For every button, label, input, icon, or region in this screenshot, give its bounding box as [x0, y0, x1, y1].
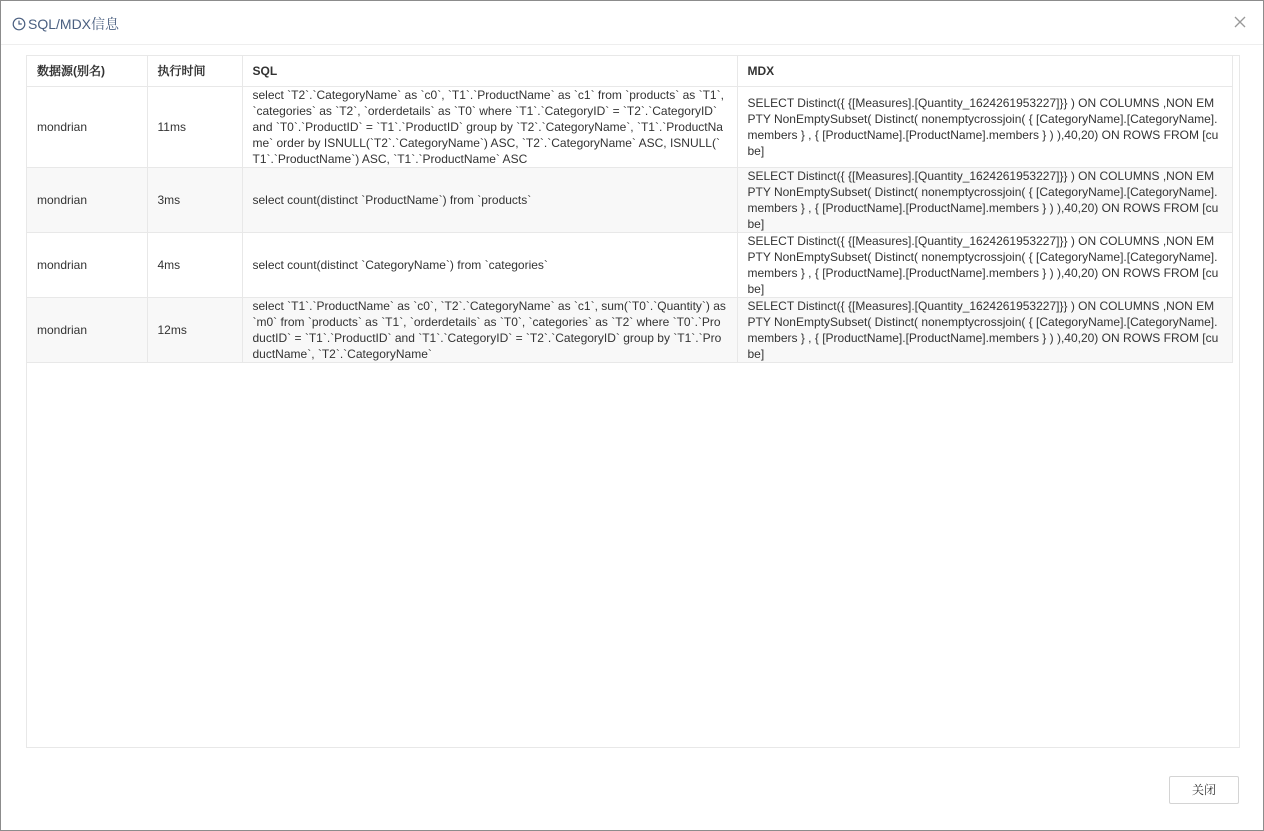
sql-table	[27, 56, 1233, 363]
dialog-header	[1, 1, 1263, 45]
cell-mdx: SELECT Distinct({ {[Measures].[Quantity_1624261953227]}} ) ON COLUMNS ,NON EMPTY NonEmptySubset( Distinct( nonemptycrossjoin( { [CategoryName].[CategoryName].members } , { [ProductName].[ProductName].members } ) ),40,20) ON ROWS FROM [cube]	[737, 86, 1232, 167]
cell-sql: select count(distinct `ProductName`) from `products`	[242, 167, 737, 232]
table-row	[27, 167, 1232, 232]
table-header-row	[27, 56, 1232, 86]
dialog-title: SQL/MDX信息	[28, 16, 120, 32]
cell-datasource: mondrian	[27, 86, 147, 167]
cell-time: 12ms	[147, 297, 242, 362]
cell-mdx: SELECT Distinct({ {[Measures].[Quantity_1624261953227]}} ) ON COLUMNS ,NON EMPTY NonEmptySubset( Distinct( nonemptycrossjoin( { [CategoryName].[CategoryName].members } , { [ProductName].[ProductName].members } ) ),40,20) ON ROWS FROM [cube]	[737, 297, 1232, 362]
column-header-sql: SQL	[242, 56, 737, 86]
close-icon[interactable]	[1233, 15, 1247, 29]
cell-datasource: mondrian	[27, 167, 147, 232]
table-row	[27, 297, 1232, 362]
cell-sql: select `T1`.`ProductName` as `c0`, `T2`.`CategoryName` as `c1`, sum(`T0`.`Quantity`) as `m0` from `products` as `T1`, `orderdetails` as `T0`, `categories` as `T2` where `T0`.`ProductID` = `T1`.`ProductID` and `T1`.`CategoryID` = `T2`.`CategoryID` group by `T1`.`ProductName`, `T2`.`CategoryName`	[242, 297, 737, 362]
table-row	[27, 232, 1232, 297]
cell-sql: select count(distinct `CategoryName`) from `categories`	[242, 232, 737, 297]
cell-sql: select `T2`.`CategoryName` as `c0`, `T1`.`ProductName` as `c1` from `products` as `T1`, `categories` as `T2`, `orderdetails` as `T0` where `T1`.`CategoryID` = `T2`.`CategoryID` and `T0`.`ProductID` = `T1`.`ProductID` group by `T2`.`CategoryName`, `T1`.`ProductName` order by ISNULL(`T2`.`CategoryName`) ASC, `T2`.`CategoryName` ASC, ISNULL(`T1`.`ProductName`) ASC, `T1`.`ProductName` ASC	[242, 86, 737, 167]
cell-datasource: mondrian	[27, 232, 147, 297]
cell-time: 3ms	[147, 167, 242, 232]
clock-icon	[12, 17, 26, 31]
cell-datasource: mondrian	[27, 297, 147, 362]
close-button[interactable]: 关闭	[1169, 776, 1239, 804]
cell-time: 4ms	[147, 232, 242, 297]
cell-time: 11ms	[147, 86, 242, 167]
table-row	[27, 86, 1232, 167]
cell-mdx: SELECT Distinct({ {[Measures].[Quantity_1624261953227]}} ) ON COLUMNS ,NON EMPTY NonEmptySubset( Distinct( nonemptycrossjoin( { [CategoryName].[CategoryName].members } , { [ProductName].[ProductName].members } ) ),40,20) ON ROWS FROM [cube]	[737, 167, 1232, 232]
cell-mdx: SELECT Distinct({ {[Measures].[Quantity_1624261953227]}} ) ON COLUMNS ,NON EMPTY NonEmptySubset( Distinct( nonemptycrossjoin( { [CategoryName].[CategoryName].members } , { [ProductName].[ProductName].members } ) ),40,20) ON ROWS FROM [cube]	[737, 232, 1232, 297]
column-header-mdx: MDX	[737, 56, 1232, 86]
column-header-datasource: 数据源(别名)	[27, 56, 147, 86]
sql-table-container[interactable]	[26, 55, 1240, 748]
column-header-time: 执行时间	[147, 56, 242, 86]
